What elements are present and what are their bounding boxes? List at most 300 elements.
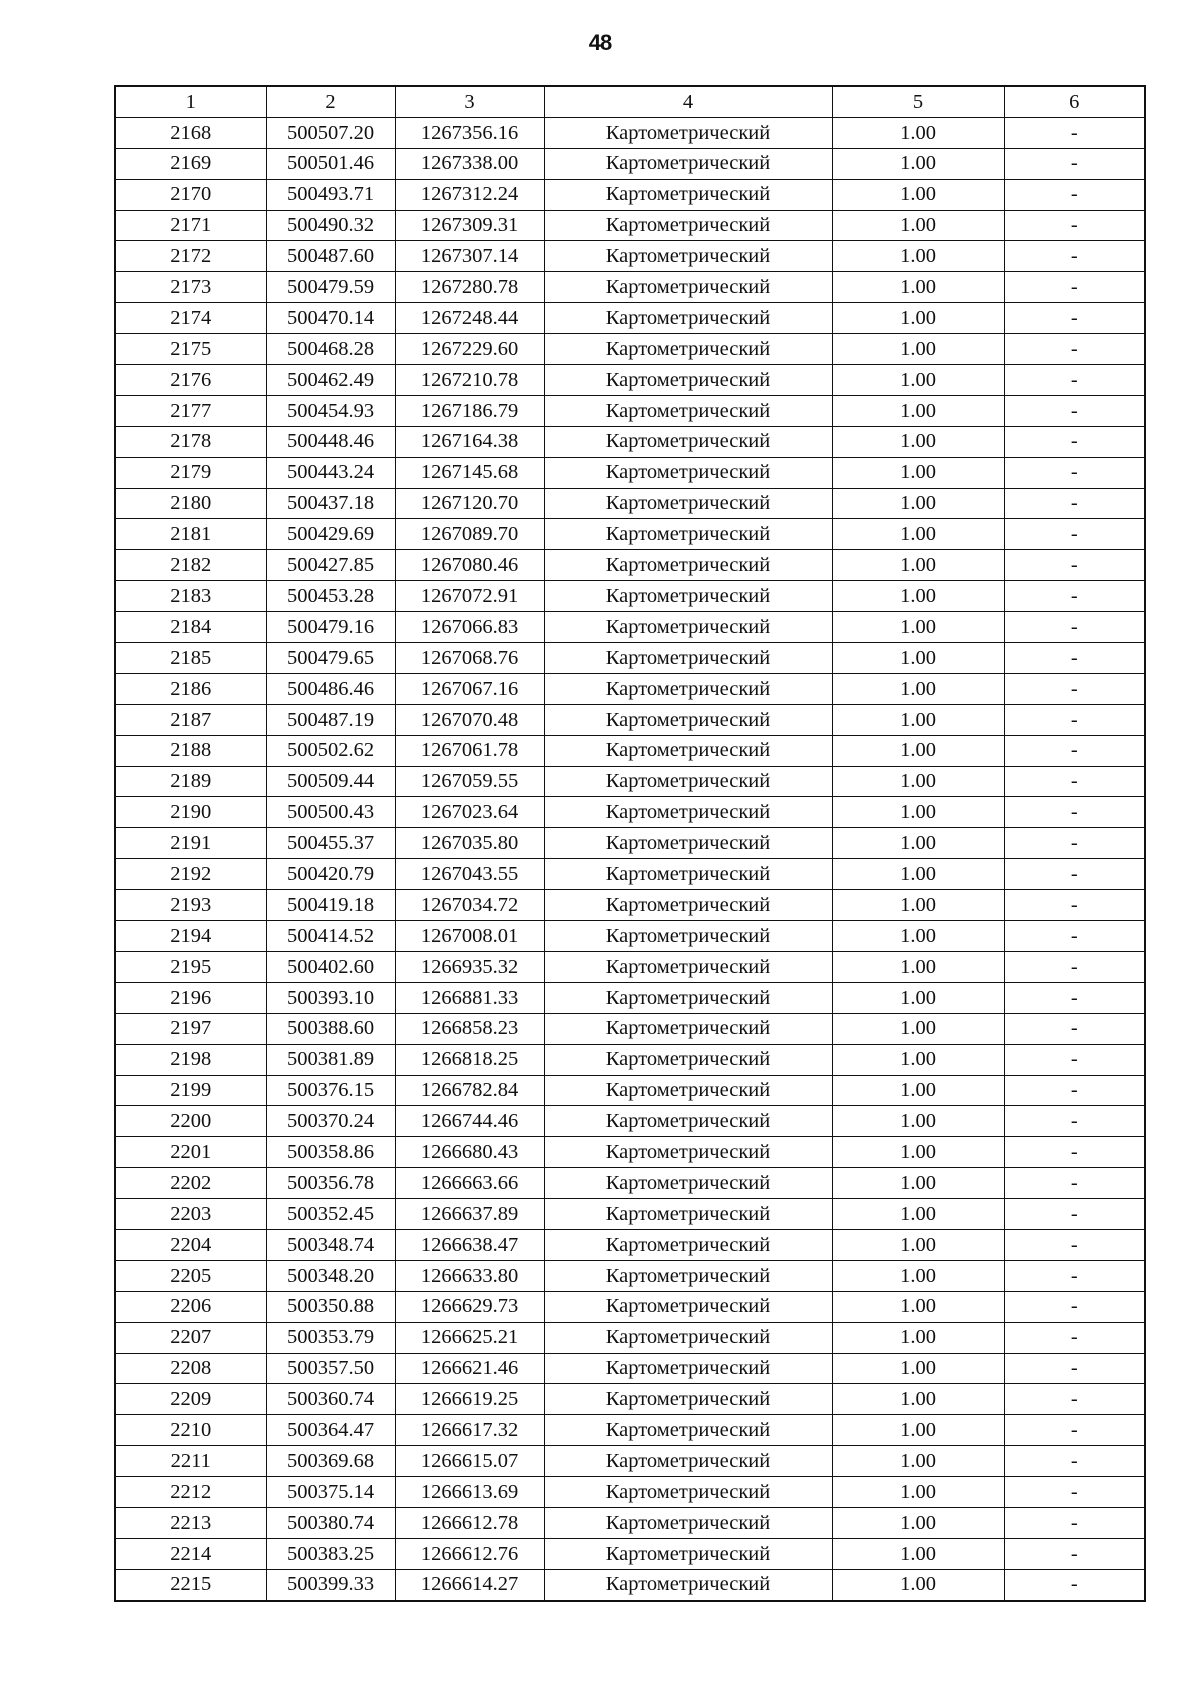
- point-number-cell: 2178: [115, 426, 266, 457]
- accuracy-cell: 1.00: [832, 1044, 1004, 1075]
- accuracy-cell: 1.00: [832, 1507, 1004, 1538]
- method-cell: Картометрический: [544, 550, 832, 581]
- point-number-cell: 2185: [115, 643, 266, 674]
- accuracy-cell: 1.00: [832, 828, 1004, 859]
- y-coordinate-cell: 1267008.01: [395, 921, 544, 952]
- y-coordinate-cell: 1267145.68: [395, 457, 544, 488]
- note-cell: -: [1004, 735, 1145, 766]
- note-cell: -: [1004, 488, 1145, 519]
- point-number-cell: 2170: [115, 179, 266, 210]
- point-number-cell: 2196: [115, 982, 266, 1013]
- point-number-cell: 2180: [115, 488, 266, 519]
- accuracy-cell: 1.00: [832, 1415, 1004, 1446]
- point-number-cell: 2169: [115, 148, 266, 179]
- table-row: [115, 921, 1145, 952]
- accuracy-cell: 1.00: [832, 148, 1004, 179]
- accuracy-cell: 1.00: [832, 1137, 1004, 1168]
- method-cell: Картометрический: [544, 1415, 832, 1446]
- method-cell: Картометрический: [544, 643, 832, 674]
- table-row: [115, 1477, 1145, 1508]
- table-row: [115, 365, 1145, 396]
- y-coordinate-cell: 1267023.64: [395, 797, 544, 828]
- accuracy-cell: 1.00: [832, 1168, 1004, 1199]
- note-cell: -: [1004, 859, 1145, 890]
- note-cell: -: [1004, 828, 1145, 859]
- accuracy-cell: 1.00: [832, 704, 1004, 735]
- table-row: [115, 1260, 1145, 1291]
- x-coordinate-cell: 500479.59: [266, 272, 395, 303]
- x-coordinate-cell: 500414.52: [266, 921, 395, 952]
- accuracy-cell: 1.00: [832, 643, 1004, 674]
- method-cell: Картометрический: [544, 921, 832, 952]
- method-cell: Картометрический: [544, 612, 832, 643]
- column-header-6: 6: [1004, 86, 1145, 117]
- method-cell: Картометрический: [544, 581, 832, 612]
- method-cell: Картометрический: [544, 1044, 832, 1075]
- y-coordinate-cell: 1266613.69: [395, 1477, 544, 1508]
- point-number-cell: 2177: [115, 395, 266, 426]
- x-coordinate-cell: 500490.32: [266, 210, 395, 241]
- note-cell: -: [1004, 1446, 1145, 1477]
- y-coordinate-cell: 1267059.55: [395, 766, 544, 797]
- point-number-cell: 2207: [115, 1322, 266, 1353]
- note-cell: -: [1004, 272, 1145, 303]
- table-row: [115, 550, 1145, 581]
- x-coordinate-cell: 500420.79: [266, 859, 395, 890]
- x-coordinate-cell: 500370.24: [266, 1106, 395, 1137]
- accuracy-cell: 1.00: [832, 982, 1004, 1013]
- y-coordinate-cell: 1266782.84: [395, 1075, 544, 1106]
- y-coordinate-cell: 1266629.73: [395, 1291, 544, 1322]
- method-cell: Картометрический: [544, 210, 832, 241]
- note-cell: -: [1004, 457, 1145, 488]
- method-cell: Картометрический: [544, 1013, 832, 1044]
- table-row: [115, 272, 1145, 303]
- note-cell: -: [1004, 1415, 1145, 1446]
- table-row: [115, 1353, 1145, 1384]
- point-number-cell: 2188: [115, 735, 266, 766]
- method-cell: Картометрический: [544, 303, 832, 334]
- x-coordinate-cell: 500376.15: [266, 1075, 395, 1106]
- y-coordinate-cell: 1267229.60: [395, 334, 544, 365]
- method-cell: Картометрический: [544, 766, 832, 797]
- y-coordinate-cell: 1267186.79: [395, 395, 544, 426]
- y-coordinate-cell: 1266621.46: [395, 1353, 544, 1384]
- table-row: [115, 1137, 1145, 1168]
- table-row: [115, 426, 1145, 457]
- point-number-cell: 2193: [115, 890, 266, 921]
- note-cell: -: [1004, 1229, 1145, 1260]
- table-row: [115, 457, 1145, 488]
- point-number-cell: 2211: [115, 1446, 266, 1477]
- note-cell: -: [1004, 1260, 1145, 1291]
- note-cell: -: [1004, 612, 1145, 643]
- method-cell: Картометрический: [544, 704, 832, 735]
- x-coordinate-cell: 500358.86: [266, 1137, 395, 1168]
- y-coordinate-cell: 1266637.89: [395, 1199, 544, 1230]
- table-row: [115, 395, 1145, 426]
- x-coordinate-cell: 500399.33: [266, 1569, 395, 1600]
- x-coordinate-cell: 500348.74: [266, 1229, 395, 1260]
- note-cell: -: [1004, 1044, 1145, 1075]
- accuracy-cell: 1.00: [832, 1075, 1004, 1106]
- accuracy-cell: 1.00: [832, 457, 1004, 488]
- note-cell: -: [1004, 426, 1145, 457]
- accuracy-cell: 1.00: [832, 179, 1004, 210]
- point-number-cell: 2204: [115, 1229, 266, 1260]
- column-header-3: 3: [395, 86, 544, 117]
- y-coordinate-cell: 1266935.32: [395, 951, 544, 982]
- coordinates-table: [114, 85, 1146, 1602]
- note-cell: -: [1004, 1538, 1145, 1569]
- table-row: [115, 1322, 1145, 1353]
- x-coordinate-cell: 500486.46: [266, 673, 395, 704]
- method-cell: Картометрический: [544, 272, 832, 303]
- method-cell: Картометрический: [544, 1137, 832, 1168]
- method-cell: Картометрический: [544, 859, 832, 890]
- y-coordinate-cell: 1267043.55: [395, 859, 544, 890]
- table-header: [115, 86, 1145, 117]
- point-number-cell: 2203: [115, 1199, 266, 1230]
- note-cell: -: [1004, 1199, 1145, 1230]
- point-number-cell: 2172: [115, 241, 266, 272]
- table-row: [115, 1384, 1145, 1415]
- accuracy-cell: 1.00: [832, 1260, 1004, 1291]
- method-cell: Картометрический: [544, 241, 832, 272]
- x-coordinate-cell: 500427.85: [266, 550, 395, 581]
- x-coordinate-cell: 500375.14: [266, 1477, 395, 1508]
- method-cell: Картометрический: [544, 1507, 832, 1538]
- x-coordinate-cell: 500393.10: [266, 982, 395, 1013]
- x-coordinate-cell: 500500.43: [266, 797, 395, 828]
- note-cell: -: [1004, 365, 1145, 396]
- x-coordinate-cell: 500437.18: [266, 488, 395, 519]
- point-number-cell: 2197: [115, 1013, 266, 1044]
- accuracy-cell: 1.00: [832, 303, 1004, 334]
- x-coordinate-cell: 500507.20: [266, 117, 395, 148]
- method-cell: Картометрический: [544, 1229, 832, 1260]
- method-cell: Картометрический: [544, 148, 832, 179]
- x-coordinate-cell: 500470.14: [266, 303, 395, 334]
- method-cell: Картометрический: [544, 334, 832, 365]
- table-row: [115, 148, 1145, 179]
- accuracy-cell: 1.00: [832, 1106, 1004, 1137]
- point-number-cell: 2174: [115, 303, 266, 334]
- accuracy-cell: 1.00: [832, 951, 1004, 982]
- x-coordinate-cell: 500487.19: [266, 704, 395, 735]
- table-row: [115, 581, 1145, 612]
- point-number-cell: 2168: [115, 117, 266, 148]
- method-cell: Картометрический: [544, 1353, 832, 1384]
- method-cell: Картометрический: [544, 982, 832, 1013]
- x-coordinate-cell: 500360.74: [266, 1384, 395, 1415]
- accuracy-cell: 1.00: [832, 1477, 1004, 1508]
- method-cell: Картометрический: [544, 951, 832, 982]
- accuracy-cell: 1.00: [832, 1291, 1004, 1322]
- table-body: [115, 117, 1145, 1600]
- accuracy-cell: 1.00: [832, 1199, 1004, 1230]
- accuracy-cell: 1.00: [832, 488, 1004, 519]
- y-coordinate-cell: 1267164.38: [395, 426, 544, 457]
- table-row: [115, 797, 1145, 828]
- y-coordinate-cell: 1266744.46: [395, 1106, 544, 1137]
- y-coordinate-cell: 1267312.24: [395, 179, 544, 210]
- table-row: [115, 1446, 1145, 1477]
- y-coordinate-cell: 1266614.27: [395, 1569, 544, 1600]
- y-coordinate-cell: 1267210.78: [395, 365, 544, 396]
- note-cell: -: [1004, 1569, 1145, 1600]
- note-cell: -: [1004, 148, 1145, 179]
- point-number-cell: 2205: [115, 1260, 266, 1291]
- x-coordinate-cell: 500453.28: [266, 581, 395, 612]
- x-coordinate-cell: 500479.65: [266, 643, 395, 674]
- point-number-cell: 2209: [115, 1384, 266, 1415]
- point-number-cell: 2202: [115, 1168, 266, 1199]
- x-coordinate-cell: 500352.45: [266, 1199, 395, 1230]
- method-cell: Картометрический: [544, 488, 832, 519]
- point-number-cell: 2181: [115, 519, 266, 550]
- method-cell: Картометрический: [544, 1106, 832, 1137]
- point-number-cell: 2184: [115, 612, 266, 643]
- point-number-cell: 2171: [115, 210, 266, 241]
- x-coordinate-cell: 500468.28: [266, 334, 395, 365]
- table-row: [115, 951, 1145, 982]
- table-row: [115, 1291, 1145, 1322]
- method-cell: Картометрический: [544, 673, 832, 704]
- y-coordinate-cell: 1267035.80: [395, 828, 544, 859]
- point-number-cell: 2192: [115, 859, 266, 890]
- accuracy-cell: 1.00: [832, 612, 1004, 643]
- y-coordinate-cell: 1267309.31: [395, 210, 544, 241]
- point-number-cell: 2199: [115, 1075, 266, 1106]
- y-coordinate-cell: 1267089.70: [395, 519, 544, 550]
- y-coordinate-cell: 1267072.91: [395, 581, 544, 612]
- y-coordinate-cell: 1266680.43: [395, 1137, 544, 1168]
- note-cell: -: [1004, 210, 1145, 241]
- table-row: [115, 1229, 1145, 1260]
- y-coordinate-cell: 1266625.21: [395, 1322, 544, 1353]
- method-cell: Картометрический: [544, 828, 832, 859]
- point-number-cell: 2175: [115, 334, 266, 365]
- note-cell: -: [1004, 643, 1145, 674]
- table-row: [115, 1415, 1145, 1446]
- accuracy-cell: 1.00: [832, 519, 1004, 550]
- table-row: [115, 117, 1145, 148]
- point-number-cell: 2200: [115, 1106, 266, 1137]
- note-cell: -: [1004, 1507, 1145, 1538]
- point-number-cell: 2179: [115, 457, 266, 488]
- method-cell: Картометрический: [544, 1384, 832, 1415]
- y-coordinate-cell: 1267120.70: [395, 488, 544, 519]
- accuracy-cell: 1.00: [832, 921, 1004, 952]
- accuracy-cell: 1.00: [832, 766, 1004, 797]
- method-cell: Картометрический: [544, 395, 832, 426]
- accuracy-cell: 1.00: [832, 1538, 1004, 1569]
- method-cell: Картометрический: [544, 735, 832, 766]
- x-coordinate-cell: 500501.46: [266, 148, 395, 179]
- method-cell: Картометрический: [544, 890, 832, 921]
- x-coordinate-cell: 500487.60: [266, 241, 395, 272]
- x-coordinate-cell: 500381.89: [266, 1044, 395, 1075]
- point-number-cell: 2210: [115, 1415, 266, 1446]
- accuracy-cell: 1.00: [832, 395, 1004, 426]
- note-cell: -: [1004, 673, 1145, 704]
- accuracy-cell: 1.00: [832, 581, 1004, 612]
- note-cell: -: [1004, 921, 1145, 952]
- table-row: [115, 612, 1145, 643]
- method-cell: Картометрический: [544, 1168, 832, 1199]
- method-cell: Картометрический: [544, 1477, 832, 1508]
- point-number-cell: 2215: [115, 1569, 266, 1600]
- method-cell: Картометрический: [544, 117, 832, 148]
- point-number-cell: 2194: [115, 921, 266, 952]
- accuracy-cell: 1.00: [832, 241, 1004, 272]
- x-coordinate-cell: 500429.69: [266, 519, 395, 550]
- point-number-cell: 2195: [115, 951, 266, 982]
- x-coordinate-cell: 500462.49: [266, 365, 395, 396]
- note-cell: -: [1004, 797, 1145, 828]
- table-row: [115, 1507, 1145, 1538]
- x-coordinate-cell: 500364.47: [266, 1415, 395, 1446]
- y-coordinate-cell: 1267080.46: [395, 550, 544, 581]
- method-cell: Картометрический: [544, 797, 832, 828]
- y-coordinate-cell: 1266615.07: [395, 1446, 544, 1477]
- method-cell: Картометрический: [544, 1322, 832, 1353]
- point-number-cell: 2201: [115, 1137, 266, 1168]
- x-coordinate-cell: 500353.79: [266, 1322, 395, 1353]
- accuracy-cell: 1.00: [832, 117, 1004, 148]
- point-number-cell: 2191: [115, 828, 266, 859]
- method-cell: Картометрический: [544, 426, 832, 457]
- y-coordinate-cell: 1267248.44: [395, 303, 544, 334]
- table-row: [115, 1168, 1145, 1199]
- x-coordinate-cell: 500357.50: [266, 1353, 395, 1384]
- column-header-4: 4: [544, 86, 832, 117]
- note-cell: -: [1004, 303, 1145, 334]
- point-number-cell: 2198: [115, 1044, 266, 1075]
- note-cell: -: [1004, 334, 1145, 365]
- x-coordinate-cell: 500479.16: [266, 612, 395, 643]
- note-cell: -: [1004, 550, 1145, 581]
- column-header-2: 2: [266, 86, 395, 117]
- table-row: [115, 241, 1145, 272]
- x-coordinate-cell: 500455.37: [266, 828, 395, 859]
- table-row: [115, 210, 1145, 241]
- point-number-cell: 2213: [115, 1507, 266, 1538]
- table-row: [115, 303, 1145, 334]
- note-cell: -: [1004, 1137, 1145, 1168]
- point-number-cell: 2189: [115, 766, 266, 797]
- table-row: [115, 982, 1145, 1013]
- method-cell: Картометрический: [544, 1075, 832, 1106]
- y-coordinate-cell: 1267061.78: [395, 735, 544, 766]
- table-row: [115, 643, 1145, 674]
- point-number-cell: 2182: [115, 550, 266, 581]
- note-cell: -: [1004, 1384, 1145, 1415]
- accuracy-cell: 1.00: [832, 1384, 1004, 1415]
- method-cell: Картометрический: [544, 1446, 832, 1477]
- accuracy-cell: 1.00: [832, 272, 1004, 303]
- table-row: [115, 1199, 1145, 1230]
- note-cell: -: [1004, 766, 1145, 797]
- table-row: [115, 828, 1145, 859]
- point-number-cell: 2176: [115, 365, 266, 396]
- point-number-cell: 2190: [115, 797, 266, 828]
- table-row: [115, 735, 1145, 766]
- method-cell: Картометрический: [544, 1260, 832, 1291]
- table-row: [115, 1075, 1145, 1106]
- y-coordinate-cell: 1266612.76: [395, 1538, 544, 1569]
- table-row: [115, 1013, 1145, 1044]
- table-row: [115, 704, 1145, 735]
- header-row: [115, 86, 1145, 117]
- y-coordinate-cell: 1266663.66: [395, 1168, 544, 1199]
- method-cell: Картометрический: [544, 365, 832, 396]
- note-cell: -: [1004, 704, 1145, 735]
- y-coordinate-cell: 1267068.76: [395, 643, 544, 674]
- accuracy-cell: 1.00: [832, 735, 1004, 766]
- accuracy-cell: 1.00: [832, 550, 1004, 581]
- table-row: [115, 890, 1145, 921]
- point-number-cell: 2187: [115, 704, 266, 735]
- y-coordinate-cell: 1266617.32: [395, 1415, 544, 1446]
- note-cell: -: [1004, 581, 1145, 612]
- y-coordinate-cell: 1266818.25: [395, 1044, 544, 1075]
- y-coordinate-cell: 1266638.47: [395, 1229, 544, 1260]
- x-coordinate-cell: 500493.71: [266, 179, 395, 210]
- accuracy-cell: 1.00: [832, 426, 1004, 457]
- table-row: [115, 859, 1145, 890]
- note-cell: -: [1004, 117, 1145, 148]
- x-coordinate-cell: 500350.88: [266, 1291, 395, 1322]
- note-cell: -: [1004, 395, 1145, 426]
- accuracy-cell: 1.00: [832, 797, 1004, 828]
- y-coordinate-cell: 1266858.23: [395, 1013, 544, 1044]
- y-coordinate-cell: 1267066.83: [395, 612, 544, 643]
- method-cell: Картометрический: [544, 1291, 832, 1322]
- page-number: 48: [588, 30, 612, 55]
- x-coordinate-cell: 500502.62: [266, 735, 395, 766]
- table-row: [115, 179, 1145, 210]
- point-number-cell: 2183: [115, 581, 266, 612]
- x-coordinate-cell: 500356.78: [266, 1168, 395, 1199]
- note-cell: -: [1004, 1322, 1145, 1353]
- y-coordinate-cell: 1266619.25: [395, 1384, 544, 1415]
- note-cell: -: [1004, 519, 1145, 550]
- note-cell: -: [1004, 241, 1145, 272]
- table-row: [115, 1106, 1145, 1137]
- note-cell: -: [1004, 1168, 1145, 1199]
- y-coordinate-cell: 1267338.00: [395, 148, 544, 179]
- y-coordinate-cell: 1266633.80: [395, 1260, 544, 1291]
- accuracy-cell: 1.00: [832, 1322, 1004, 1353]
- table-row: [115, 1044, 1145, 1075]
- x-coordinate-cell: 500369.68: [266, 1446, 395, 1477]
- y-coordinate-cell: 1267280.78: [395, 272, 544, 303]
- y-coordinate-cell: 1267034.72: [395, 890, 544, 921]
- x-coordinate-cell: 500348.20: [266, 1260, 395, 1291]
- accuracy-cell: 1.00: [832, 334, 1004, 365]
- column-header-1: 1: [115, 86, 266, 117]
- method-cell: Картометрический: [544, 179, 832, 210]
- note-cell: -: [1004, 1075, 1145, 1106]
- point-number-cell: 2186: [115, 673, 266, 704]
- note-cell: -: [1004, 1106, 1145, 1137]
- method-cell: Картометрический: [544, 457, 832, 488]
- note-cell: -: [1004, 1353, 1145, 1384]
- column-header-5: 5: [832, 86, 1004, 117]
- x-coordinate-cell: 500383.25: [266, 1538, 395, 1569]
